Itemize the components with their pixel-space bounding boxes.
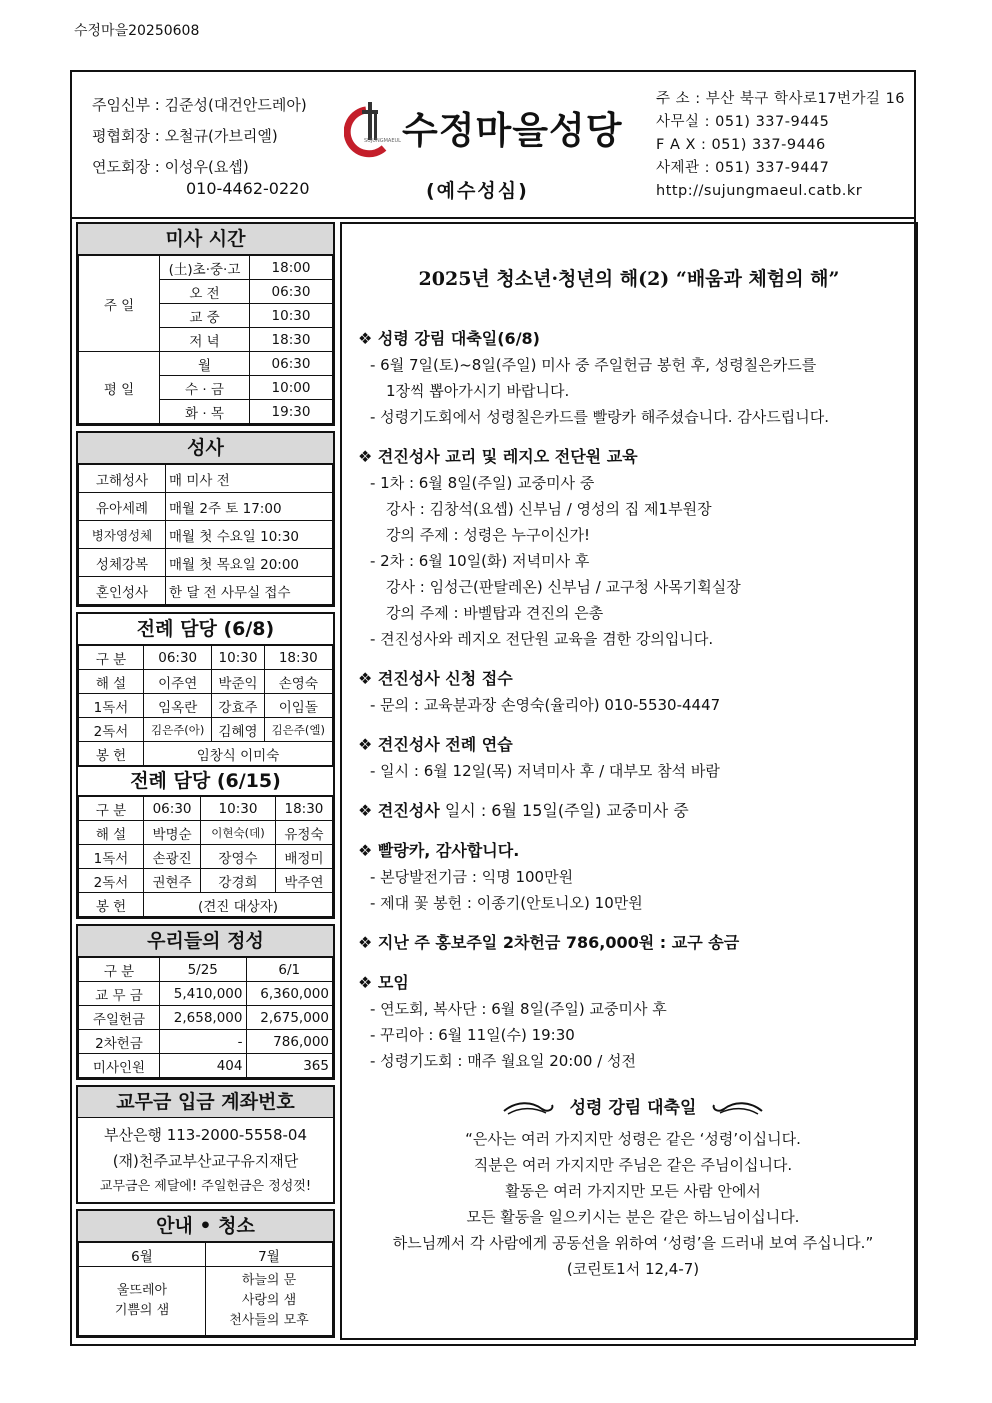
mass-name: 화 · 목 [160, 400, 250, 424]
month-header: 6월 [79, 1243, 206, 1267]
table-row [79, 1267, 333, 1336]
announcement-line: - 2차 : 6월 10일(화) 저녁미사 후 [370, 552, 590, 570]
person-cell: 강효주 [212, 694, 264, 718]
offering-amount: 5,410,000 [160, 982, 247, 1006]
mass-times-table [78, 255, 333, 424]
table-row [79, 646, 333, 670]
account-info [78, 1118, 333, 1202]
announcement-line: - 제대 꽃 봉헌 : 이종기(안토니오) 10만원 [370, 894, 643, 912]
column-header: 06:30 [144, 797, 201, 821]
table-row [79, 718, 333, 742]
cleaning-title: 안내 • 청소 [78, 1211, 333, 1242]
sacrament-value: 매월 첫 수요일 10:30 [166, 521, 333, 549]
section-title: ❖ 지난 주 홍보주일 2차헌금 786,000원 : 교구 송금 [358, 933, 740, 952]
table-row [79, 577, 333, 605]
offerings-table [78, 957, 333, 1078]
announcement-line: - 본당발전기금 : 익명 100만원 [370, 868, 574, 886]
section-title: ❖ 빨랑카, 감사합니다. [358, 841, 520, 860]
offering-amount: 2,675,000 [246, 1006, 333, 1030]
verse-line: 하느님께서 각 사람에게 공동선을 위하여 ‘성령’을 드러내 보여 주십니다.” [392, 1234, 874, 1252]
parish-logo [344, 94, 644, 164]
column-header: 18:30 [275, 797, 332, 821]
table-row [79, 670, 333, 694]
council-name: 오철규(가브리엘) [164, 127, 278, 145]
person-cell: 유정숙 [275, 821, 332, 845]
announcement-line: - 문의 : 교육분과장 손영숙(율리아) 010-5530-4447 [370, 696, 721, 714]
sacrament-name: 혼인성사 [79, 577, 166, 605]
table-row [79, 493, 333, 521]
sacrament-name: 유아세례 [79, 493, 166, 521]
mass-name: 수 · 금 [160, 376, 250, 400]
person-cell: 배정미 [275, 845, 332, 869]
sacrament-value: 매 미사 전 [166, 465, 333, 493]
liturgy-title-1: 전례 담당 (6/8) [78, 614, 333, 645]
group-name: 기쁨의 샘 [114, 1303, 170, 1318]
role-cell: 2독서 [79, 869, 144, 893]
liturgy-title-2: 전례 담당 (6/15) [78, 766, 333, 796]
announcement-line: - 일시 : 6월 12일(목) 저녁미사 후 / 대부모 참석 바람 [370, 762, 720, 780]
mass-time: 10:30 [250, 304, 333, 328]
person-cell: 박준익 [212, 670, 264, 694]
person-cell: 김은주(엘) [264, 718, 332, 742]
sacrament-name: 고해성사 [79, 465, 166, 493]
left-column [76, 222, 335, 1343]
elder-name: 이성우(요셉) [164, 158, 249, 176]
role-cell: 봉 헌 [79, 742, 144, 766]
account-panel [76, 1085, 335, 1204]
rectory-phone: 051) 337-9447 [715, 160, 830, 176]
role-cell: 해 설 [79, 821, 144, 845]
month-header: 7월 [206, 1243, 333, 1267]
sacrament-value: 한 달 전 사무실 접수 [166, 577, 333, 605]
account-holder: (재)천주교부산교구유지재단 [112, 1152, 299, 1170]
offering-persons: 임창식 이미숙 [144, 742, 333, 766]
elder-label: 연도회장 : [92, 158, 165, 176]
group-name: 사랑의 샘 [241, 1293, 297, 1308]
section-title [358, 798, 908, 824]
june-groups [79, 1267, 206, 1336]
column-header: 6/1 [246, 958, 333, 982]
table-row [79, 465, 333, 493]
person-cell: 이주연 [144, 670, 212, 694]
table-row [79, 694, 333, 718]
person-cell: 임옥란 [144, 694, 212, 718]
sacraments-table [78, 464, 333, 605]
address-label: 주 소 : [656, 91, 706, 107]
section-title: ❖ 모임 [358, 973, 409, 992]
column-header: 06:30 [144, 646, 212, 670]
mass-name: 월 [160, 352, 250, 376]
mass-name: 저 녁 [160, 328, 250, 352]
verse-line: “은사는 여러 가지지만 성령은 같은 ‘성령’이십니다. [465, 1130, 801, 1148]
section-title-bold: ❖ 견진성사 [358, 801, 440, 820]
document-id: 수정마을20250608 [74, 23, 200, 39]
announcement-line: 강사 : 임성근(판탈레온) 신부님 / 교구청 사목기획실장 [386, 578, 741, 596]
role-cell: 봉 헌 [79, 893, 144, 917]
offering-type: 주일헌금 [79, 1006, 160, 1030]
offering-amount: 786,000 [246, 1030, 333, 1054]
bank-account: 부산은행 113-2000-5558-04 [103, 1126, 308, 1144]
offering-amount: 404 [160, 1054, 247, 1078]
table-row [79, 549, 333, 577]
closing-title: 성령 강림 대축일 [569, 1098, 697, 1118]
cleaning-table [78, 1242, 333, 1336]
mass-time: 18:00 [250, 256, 333, 280]
person-cell: 권현주 [144, 869, 201, 893]
offerings-panel [76, 924, 335, 1080]
person-cell: 강경희 [201, 869, 276, 893]
offering-type: 미사인원 [79, 1054, 160, 1078]
announcements-panel [340, 222, 918, 1340]
mass-times-title: 미사 시간 [78, 224, 333, 255]
section-title: ❖ 성령 강림 대축일(6/8) [358, 329, 540, 348]
mass-name: (土)초·중·고 [160, 256, 250, 280]
column-header: 18:30 [264, 646, 332, 670]
liturgy-table-1 [78, 645, 333, 766]
offering-type: 교 무 금 [79, 982, 160, 1006]
announcement-line: 1장씩 뽑아가시기 바랍니다. [386, 382, 570, 400]
offering-amount: 2,658,000 [160, 1006, 247, 1030]
offerings-title: 우리들의 정성 [78, 926, 333, 957]
person-cell: 박주연 [275, 869, 332, 893]
offering-type: 2차헌금 [79, 1030, 160, 1054]
offering-amount: 6,360,000 [246, 982, 333, 1006]
liturgy-panel [76, 612, 335, 919]
sacrament-value: 매월 첫 목요일 20:00 [166, 549, 333, 577]
column-header: 구 분 [79, 797, 144, 821]
role-cell: 해 설 [79, 670, 144, 694]
pastor-label: 주임신부 : [92, 96, 165, 114]
section-title: ❖ 견진성사 교리 및 레지오 전단원 교육 [358, 447, 638, 466]
sacrament-name: 성체강복 [79, 549, 166, 577]
offering-persons: (견진 대상자) [144, 893, 333, 917]
table-row [79, 1054, 333, 1078]
announcement-line: - 성령기도회 : 매주 월요일 20:00 / 성전 [370, 1052, 637, 1070]
mass-time: 10:00 [250, 376, 333, 400]
pastor-name: 김준성(대건안드레아) [164, 96, 307, 114]
table-row [79, 256, 333, 280]
verse-reference: (코린토1서 12,4-7) [566, 1260, 700, 1278]
scripture-verse [358, 1126, 908, 1282]
website-link[interactable]: http://sujungmaeul.catb.kr [656, 183, 863, 199]
column-header: 5/25 [160, 958, 247, 982]
fax-number: 051) 337-9446 [711, 137, 826, 153]
person-cell: 손광진 [144, 845, 201, 869]
liturgy-table-2 [78, 796, 333, 917]
verse-line: 활동은 여러 가지지만 모든 사람 안에서 [505, 1182, 761, 1200]
mass-time: 06:30 [250, 280, 333, 304]
fax-label: F A X : [656, 137, 712, 153]
table-row [79, 821, 333, 845]
offering-amount: - [160, 1030, 247, 1054]
sacrament-name: 병자영성체 [79, 521, 166, 549]
account-note: 교무금은 제달에! 주일헌금은 정성껏! [99, 1179, 312, 1194]
role-cell: 1독서 [79, 845, 144, 869]
person-cell: 이현숙(데) [201, 821, 276, 845]
mass-name: 오 전 [160, 280, 250, 304]
header [72, 72, 914, 219]
table-row [79, 869, 333, 893]
office-label: 사무실 : [656, 114, 716, 130]
section-title-detail: 일시 : 6월 15일(주일) 교중미사 중 [439, 801, 689, 820]
mass-name: 교 중 [160, 304, 250, 328]
announcements [358, 326, 908, 1282]
parish-motto: (예수성심) [426, 180, 529, 202]
ornament-left-icon [502, 1099, 556, 1117]
column-header: 10:30 [212, 646, 264, 670]
account-title: 교무금 입금 계좌번호 [78, 1087, 333, 1118]
person-cell: 김은주(아) [144, 718, 212, 742]
announcement-line: 강의 주제 : 바벨탑과 견진의 은총 [386, 604, 604, 622]
person-cell: 박명순 [144, 821, 201, 845]
closing-title-row [358, 1094, 908, 1122]
table-row [79, 352, 333, 376]
person-cell: 손영숙 [264, 670, 332, 694]
ornament-right-icon [710, 1099, 764, 1117]
mass-time: 06:30 [250, 352, 333, 376]
mass-time: 19:30 [250, 400, 333, 424]
logo-subtext: SUJUNGMAEUL [364, 138, 401, 144]
table-row [79, 893, 333, 917]
announcement-line: - 성령기도회에서 성령칠은카드를 빨랑카 해주셨습니다. 감사드립니다. [370, 408, 830, 426]
sunday-label: 주 일 [79, 256, 160, 352]
mass-time: 18:30 [250, 328, 333, 352]
sacraments-title: 성사 [78, 433, 333, 464]
table-row [79, 982, 333, 1006]
section-title: ❖ 견진성사 신청 접수 [358, 669, 513, 688]
section-title: ❖ 견진성사 전례 연습 [358, 735, 513, 754]
address: 부산 북구 학사로17번가길 16 [705, 91, 906, 107]
july-groups [206, 1267, 333, 1336]
sacraments-panel [76, 431, 335, 607]
person-cell: 장영수 [201, 845, 276, 869]
verse-line: 모든 활동을 일으키시는 분은 같은 하느님이십니다. [466, 1208, 800, 1226]
announcement-line: - 6월 7일(토)~8일(주일) 미사 중 주일헌금 봉헌 후, 성령칠은카드를 [370, 356, 817, 374]
verse-line: 직분은 여러 가지지만 주님은 같은 주님이십니다. [473, 1156, 793, 1174]
table-row [79, 845, 333, 869]
weekday-label: 평 일 [79, 352, 160, 424]
bulletin-frame [70, 70, 916, 1346]
group-name: 천사들의 모후 [229, 1313, 309, 1328]
council-label: 평협회장 : [92, 127, 165, 145]
announcement-line: 강사 : 김창석(요셉) 신부님 / 영성의 집 제1부원장 [386, 500, 712, 518]
parish-name: 수정마을성당 [402, 109, 623, 152]
column-header: 구 분 [79, 958, 160, 982]
table-row [79, 521, 333, 549]
group-name: 하늘의 문 [241, 1273, 297, 1288]
announcement-line: - 꾸리아 : 6월 11일(수) 19:30 [370, 1026, 575, 1044]
table-row [79, 742, 333, 766]
announcement-line: - 1차 : 6월 8일(주일) 교중미사 중 [370, 474, 595, 492]
announcement-line: - 견진성사와 레지오 전단원 교육을 겸한 강의입니다. [370, 630, 714, 648]
group-name: 울뜨레아 [116, 1283, 168, 1298]
table-row [79, 958, 333, 982]
table-row [79, 1006, 333, 1030]
role-cell: 1독서 [79, 694, 144, 718]
table-row [79, 1030, 333, 1054]
table-row [79, 797, 333, 821]
person-cell: 김혜영 [212, 718, 264, 742]
role-cell: 2독서 [79, 718, 144, 742]
column-header: 구 분 [79, 646, 144, 670]
elder-phone: 010-4462-0220 [186, 179, 310, 198]
office-phone: 051) 337-9445 [715, 114, 830, 130]
person-cell: 이임돌 [264, 694, 332, 718]
offering-amount: 365 [246, 1054, 333, 1078]
announcement-line: - 연도회, 복사단 : 6월 8일(주일) 교중미사 후 [370, 1000, 667, 1018]
cleaning-panel [76, 1209, 335, 1338]
mass-times-panel [76, 222, 335, 426]
table-row [79, 1243, 333, 1267]
sacrament-value: 매월 2주 토 17:00 [166, 493, 333, 521]
main-title: 2025년 청소년·청년의 해(2) “배움과 체험의 해” [418, 268, 840, 290]
column-header: 10:30 [201, 797, 276, 821]
parish-contact [656, 88, 905, 203]
rectory-label: 사제관 : [656, 160, 716, 176]
church-logo-icon [344, 98, 400, 158]
announcement-line: 강의 주제 : 성령은 누구이신가! [386, 526, 591, 544]
parish-officers [92, 90, 310, 201]
